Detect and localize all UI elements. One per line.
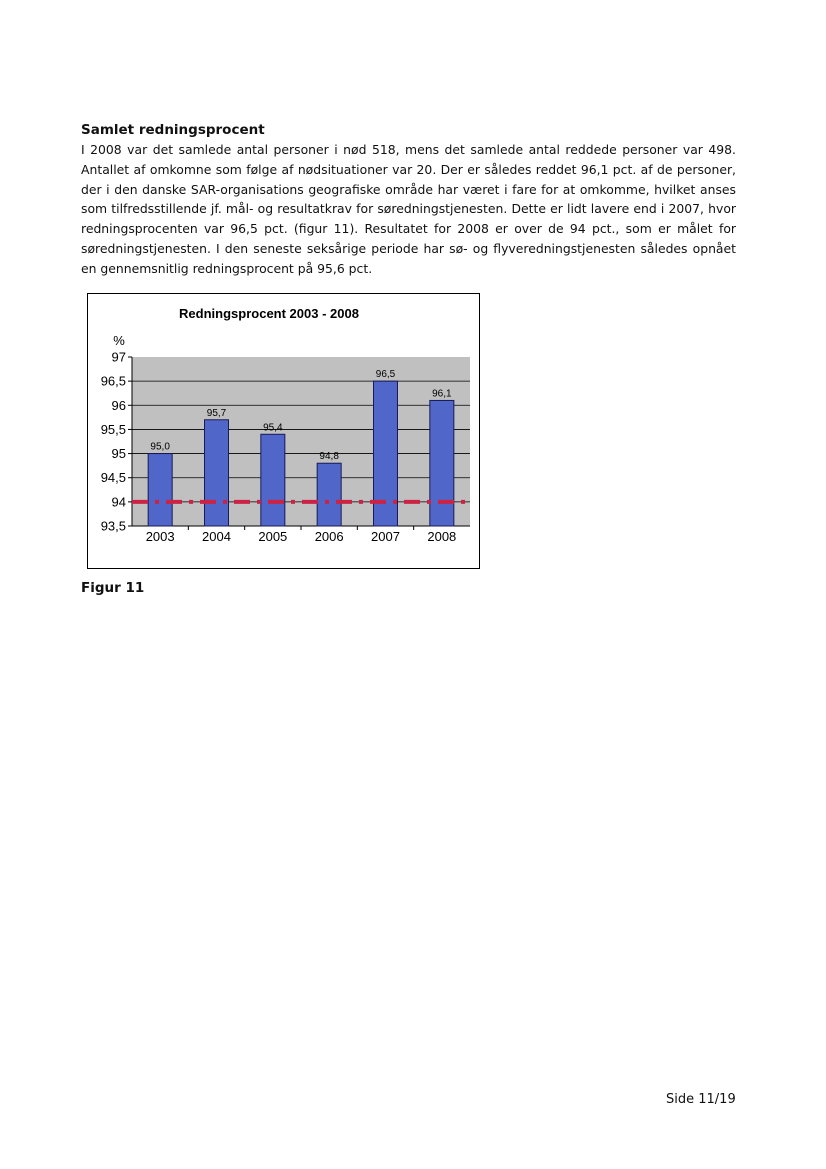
y-tick-label: 95	[111, 446, 126, 462]
figure-caption: Figur 11	[81, 580, 145, 596]
bar	[317, 463, 341, 526]
data-label: 95,4	[263, 422, 283, 434]
section-heading: Samlet redningsprocent	[81, 122, 265, 138]
data-label: 95,7	[206, 407, 227, 419]
bar-chart	[88, 294, 479, 568]
chart-frame	[87, 293, 480, 569]
y-tick-label: 96,5	[100, 373, 126, 389]
y-axis-label: %	[113, 333, 125, 348]
y-tick-label: 96	[111, 397, 126, 413]
data-label: 96,5	[375, 369, 396, 381]
x-tick-label: 2006	[314, 529, 344, 544]
page-number: Side 11/19	[666, 1092, 736, 1107]
section-paragraph: I 2008 var det samlede antal personer i nød 518, mens det samlede antal reddede personer var 498. Antallet af omkomne som følge af nødsituationer var 20. Der er således reddet 96,1 pct. af de personer, der i den danske SAR-organisations geografiske område har været i fare for at omkomme, hvilket anses som tilfredsstillende jf. mål- og resultatkrav for søredningstjenesten. Dette er lidt lavere end i 2007, hvor redningsprocenten var 96,5 pct. (figur 11). Resultatet for 2008 er over de 94 pct., som er målet for søredningstjenesten. I den seneste seksårige periode har sø- og flyveredningstjenesten således opnået en gennemsnitlig redningsprocent på 95,6 pct.	[81, 142, 736, 276]
y-tick-label: 93,5	[100, 518, 126, 534]
bar	[205, 420, 229, 526]
bar	[374, 381, 398, 526]
x-tick-label: 2003	[145, 529, 175, 544]
bar	[430, 400, 454, 526]
data-label: 96,1	[432, 388, 452, 400]
bar	[261, 434, 285, 526]
y-tick-label: 94,5	[100, 470, 126, 486]
x-tick-label: 2007	[371, 529, 400, 544]
data-label: 95,0	[150, 441, 170, 453]
chart-title: Redningsprocent 2003 - 2008	[179, 306, 359, 321]
y-tick-label: 95,5	[100, 421, 126, 437]
y-tick-label: 97	[111, 349, 126, 365]
data-label: 94,8	[319, 451, 339, 463]
x-tick-label: 2004	[202, 529, 231, 544]
y-tick-label: 94	[111, 494, 126, 510]
x-tick-label: 2005	[258, 529, 288, 544]
bar	[148, 454, 172, 526]
x-tick-label: 2008	[427, 529, 457, 544]
